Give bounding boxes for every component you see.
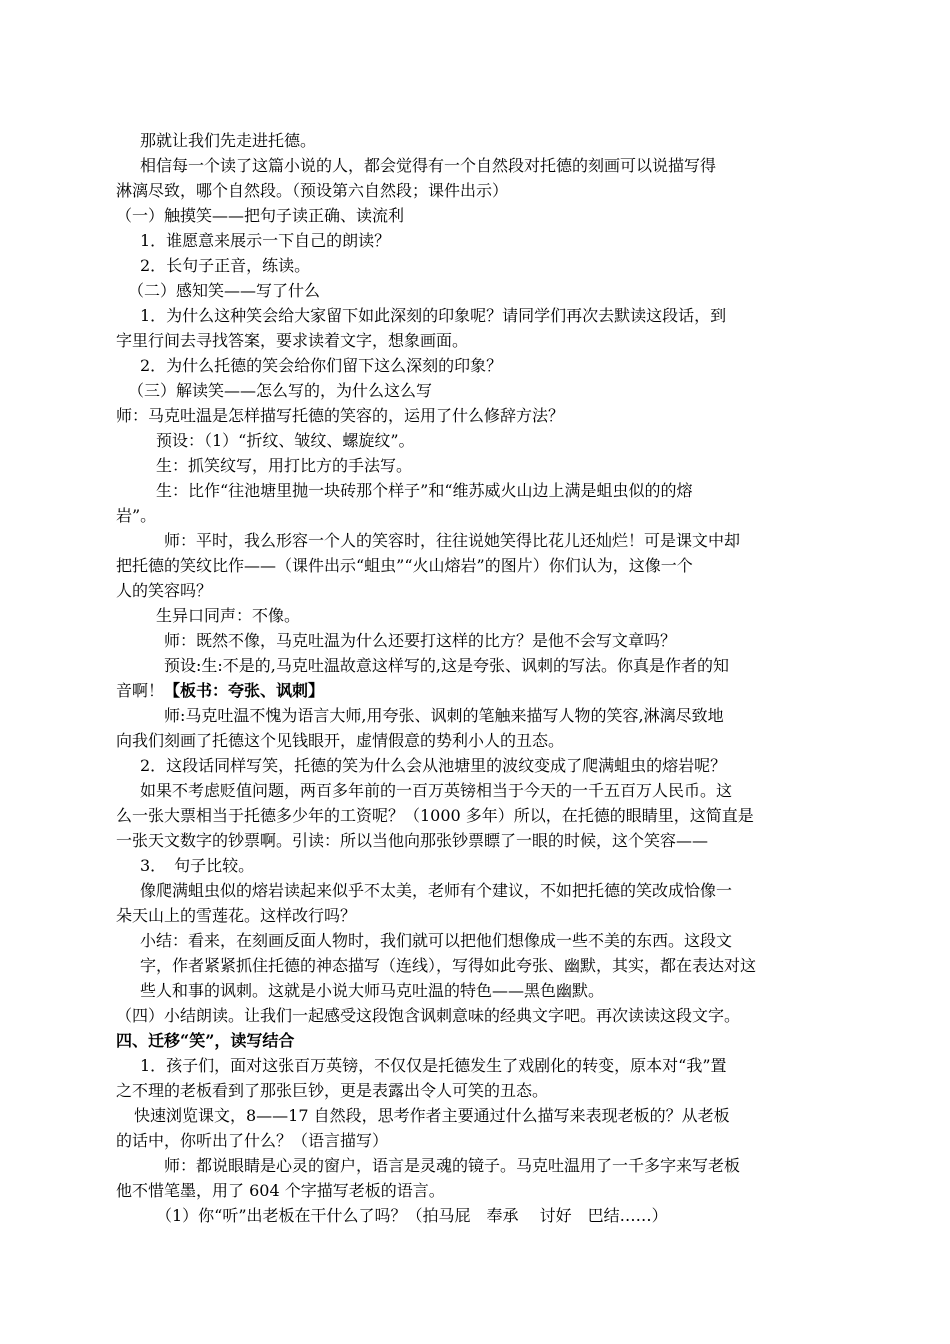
paragraph: 如果不考虑贬值问题，两百多年前的一百万英镑相当于今天的一千五百万人民币。这 [140,781,733,800]
paragraph: 么一张大票相当于托德多少年的工资呢？（1000 多年）所以，在托德的眼睛里，这简直是 [116,806,754,825]
chapter-heading: 四、迁移“笑”，读写结合 [116,1031,295,1050]
paragraph: 生：抓笑纹写，用打比方的手法写。 [156,456,413,475]
list-item: （1）你“听”出老板在干什么了吗？（拍马屁 奉承 讨好 巴结……） [156,1206,668,1225]
list-item: 1．为什么这种笑会给大家留下如此深刻的印象呢？请同学们再次去默读这段话，到 [140,306,727,325]
paragraph: 那就让我们先走进托德。 [140,131,317,150]
section-heading: （三）解读笑——怎么写的，为什么这么写 [128,381,433,400]
document-page [116,128,838,1228]
paragraph: 些人和事的讽刺。这就是小说大师马克吐温的特色——黑色幽默。 [140,981,605,1000]
paragraph: 字，作者紧紧抓住托德的神态描写（连线），写得如此夸张、幽默，其实，都在表达对这 [140,956,757,975]
list-item: 3． 句子比较。 [140,856,255,875]
section-heading: （四）小结朗读。让我们一起感受这段饱含讽刺意味的经典文字吧。再次读读这段文字。 [116,1006,741,1025]
paragraph: 向我们刻画了托德这个见钱眼开，虚情假意的势利小人的丑态。 [116,731,565,750]
paragraph: 师：既然不像，马克吐温为什么还要打这样的比方？是他不会写文章吗？ [164,631,677,650]
paragraph [116,678,838,703]
list-item: 1．孩子们，面对这张百万英镑，不仅仅是托德发生了戏剧化的转变，原本对“我”置 [140,1056,727,1075]
list-item: 之不理的老板看到了那张巨钞，更是表露出令人可笑的丑态。 [116,1081,549,1100]
paragraph: 师：马克吐温是怎样描写托德的笑容的，运用了什么修辞方法？ [116,406,565,425]
paragraph: 相信每一个读了这篇小说的人，都会觉得有一个自然段对托德的刻画可以说描写得 [140,156,717,175]
paragraph: 一张天文数字的钞票啊。引读：所以当他向那张钞票瞟了一眼的时候，这个笑容—— [116,831,709,850]
section-heading: （一）触摸笑——把句子读正确、读流利 [116,206,405,225]
paragraph: 师：都说眼睛是心灵的窗户，语言是灵魂的镜子。马克吐温用了一千多字来写老板 [164,1156,741,1175]
paragraph: 生：比作“往池塘里抛一块砖那个样子”和“维苏威火山边上满是蛆虫似的的熔 [156,481,693,500]
paragraph: 师：平时，我么形容一个人的笑容时，往往说她笑得比花儿还灿烂！可是课文中却 [164,531,741,550]
list-item: 1．谁愿意来展示一下自己的朗读？ [140,231,391,250]
section-heading: （二）感知笑——写了什么 [128,281,321,300]
paragraph: 把托德的笑纹比作——（课件出示“蛆虫”“火山熔岩”的图片）你们认为，这像一个 [116,556,693,575]
list-item: 字里行间去寻找答案，要求读着文字，想象画面。 [116,331,469,350]
paragraph: 像爬满蛆虫似的熔岩读起来似乎不太美，老师有个建议，不如把托德的笑改成恰像一 [140,881,733,900]
paragraph: 人的笑容吗？ [116,581,213,600]
paragraph: 岩”。 [116,506,157,525]
paragraph: 淋漓尽致，哪个自然段。（预设第六自然段；课件出示） [116,181,509,200]
paragraph: 师:马克吐温不愧为语言大师,用夸张、讽刺的笔触来描写人物的笑容,淋漓尽致地 [164,706,724,725]
paragraph: 快速浏览课文，8——17 自然段，思考作者主要通过什么描写来表现老板的？从老板 [134,1106,730,1125]
list-item: 2．长句子正音，练读。 [140,256,311,275]
list-item: 2．为什么托德的笑会给你们留下这么深刻的印象？ [140,356,503,375]
list-item: 2．这段话同样写笑，托德的笑为什么会从池塘里的波纹变成了爬满蛆虫的熔岩呢？ [140,756,727,775]
paragraph: 朵天山上的雪莲花。这样改行吗？ [116,906,357,925]
paragraph-text: 音啊！ [116,681,165,700]
paragraph: 的话中，你听出了什么？（语言描写） [116,1131,389,1150]
board-note: 【板书：夸张、讽刺】 [164,681,325,700]
paragraph: 小结：看来，在刻画反面人物时，我们就可以把他们想像成一些不美的东西。这段文 [140,931,733,950]
paragraph: 预设：（1）“折纹、皱纹、螺旋纹”。 [156,431,415,450]
paragraph: 他不惜笔墨，用了 604 个字描写老板的语言。 [116,1181,445,1200]
paragraph: 生异口同声：不像。 [156,606,301,625]
paragraph: 预设:生:不是的,马克吐温故意这样写的,这是夸张、讽刺的写法。你真是作者的知 [164,656,729,675]
